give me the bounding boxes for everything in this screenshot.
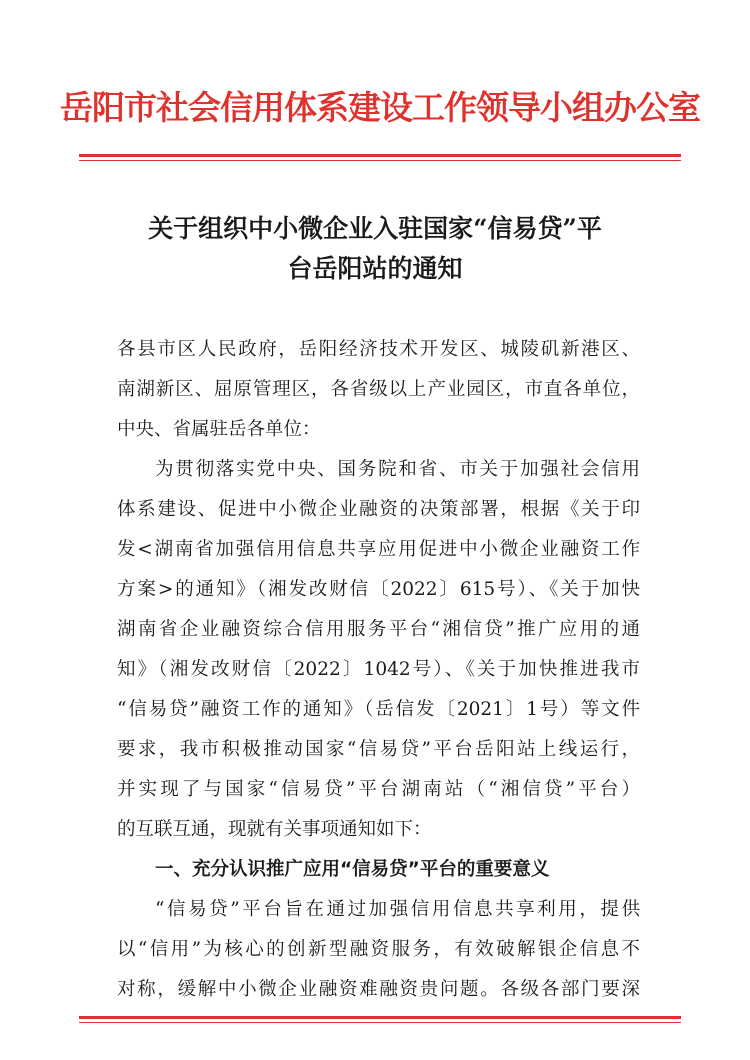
body-line: 知》（湘发改财信〔2022〕1042号）、《关于加快推进我市	[117, 659, 640, 680]
body-line: 对称，缓解中小微企业融资难融资贵问题。各级各部门要深	[117, 979, 640, 1000]
addressee-line-2: 南湖新区、屈原管理区，各省级以上产业园区，市直各单位，	[117, 379, 640, 400]
section-heading-1: 一、充分认识推广应用“信易贷”平台的重要意义	[155, 859, 550, 880]
body-line: 并实现了与国家“信易贷”平台湖南站（“湘信贷”平台）	[117, 779, 640, 800]
document-title-line-1: 关于组织中小微企业入驻国家“信易贷”平	[148, 214, 602, 243]
footer-divider-thin	[79, 1022, 681, 1023]
document-title-line-2: 台岳阳站的通知	[287, 254, 463, 283]
addressee-line-3: 中央、省属驻岳各单位：	[117, 419, 321, 440]
letterhead-org-name: 岳阳市社会信用体系建设工作领导小组办公室	[60, 88, 700, 127]
body-line: 方案>的通知》（湘发改财信〔2022〕615号）、《关于加快	[117, 579, 640, 600]
body-line: 发<湖南省加强信用信息共享应用促进中小微企业融资工作	[117, 539, 640, 560]
body-line: 体系建设、促进中小微企业融资的决策部署，根据《关于印	[117, 499, 640, 520]
addressee-line-1: 各县市区人民政府，岳阳经济技术开发区、城陵矶新港区、	[117, 339, 640, 360]
body-line: 的互联互通，现就有关事项通知如下：	[117, 819, 432, 840]
letterhead-divider-thick	[79, 154, 681, 157]
body-line: 为贯彻落实党中央、国务院和省、市关于加强社会信用	[155, 459, 640, 480]
body-line: “信易贷”平台旨在通过加强信用信息共享利用，提供	[155, 899, 640, 920]
body-line: 以“信用”为核心的创新型融资服务，有效破解银企信息不	[117, 939, 640, 960]
body-line: 要求，我市积极推动国家“信易贷”平台岳阳站上线运行，	[117, 739, 640, 760]
body-line: 湖南省企业融资综合信用服务平台“湘信贷”推广应用的通	[117, 619, 640, 640]
body-line: “信易贷”融资工作的通知》（岳信发〔2021〕1号）等文件	[117, 699, 640, 720]
letterhead-divider-thin	[79, 160, 681, 161]
footer-divider-thick	[79, 1016, 681, 1019]
